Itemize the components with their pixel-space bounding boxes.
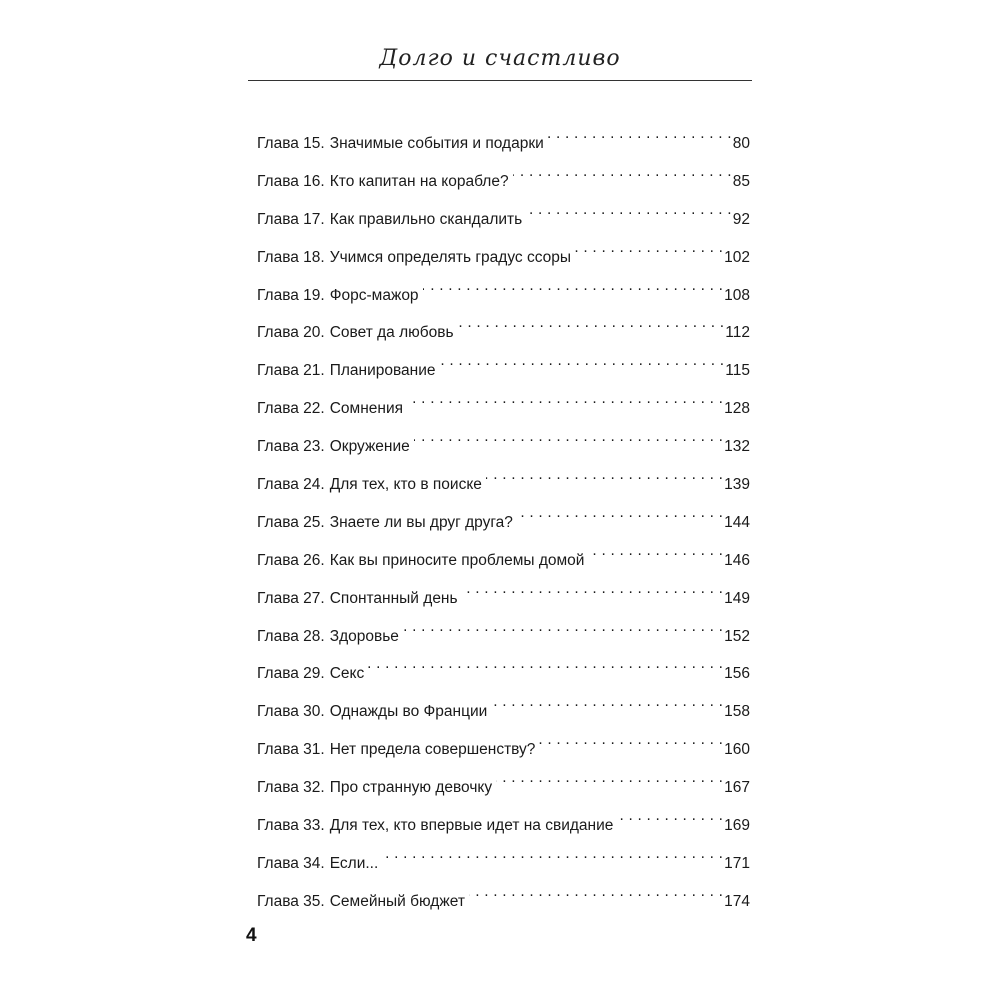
chapter-title: Сомнения — [329, 400, 403, 418]
dot-leader — [517, 499, 723, 527]
chapter-title: Для тех, кто впервые идет на свидание — [329, 817, 614, 835]
chapter-title: Спонтанный день — [329, 589, 458, 607]
toc-entry[interactable] — [257, 272, 750, 310]
chapter-label: Глава 24. — [257, 476, 325, 494]
chapter-label: Глава 32. — [257, 779, 325, 797]
page-number: 152 — [724, 627, 750, 645]
dot-leader — [526, 196, 732, 224]
toc-entry[interactable] — [257, 688, 750, 726]
page-number: 139 — [724, 476, 750, 494]
chapter-title: Секс — [329, 665, 365, 683]
dot-leader — [617, 802, 723, 830]
page-number: 85 — [732, 172, 750, 190]
chapter-title: Учимся определять градус ссоры — [329, 248, 572, 266]
dot-leader — [486, 461, 723, 489]
dot-leader — [548, 120, 732, 148]
dot-leader — [513, 158, 732, 186]
page-number: 156 — [724, 665, 750, 683]
chapter-label: Глава 28. — [257, 627, 325, 645]
dot-leader — [414, 423, 723, 451]
chapter-title: Если... — [329, 854, 379, 872]
page-number: 92 — [732, 210, 750, 228]
page-number: 169 — [724, 817, 750, 835]
chapter-label: Глава 33. — [257, 817, 325, 835]
dot-leader — [368, 650, 723, 678]
toc-entry[interactable] — [257, 840, 750, 878]
toc-entry[interactable] — [257, 423, 750, 461]
chapter-label: Глава 19. — [257, 286, 325, 304]
toc-entry[interactable] — [257, 234, 750, 272]
chapter-title: Как правильно скандалить — [329, 210, 523, 228]
page-number: 149 — [724, 589, 750, 607]
chapter-title: Однажды во Франции — [329, 703, 488, 721]
chapter-title: Форс-мажор — [329, 286, 419, 304]
toc-entry[interactable] — [257, 309, 750, 347]
dot-leader — [539, 726, 723, 754]
page-number: 102 — [724, 248, 750, 266]
chapter-label: Глава 22. — [257, 400, 325, 418]
chapter-title: Нет предела совершенству? — [329, 741, 536, 759]
dot-leader — [496, 764, 723, 792]
dot-leader — [575, 234, 723, 262]
dot-leader — [382, 840, 723, 868]
running-head: Долго и счастливо — [379, 46, 621, 71]
chapter-label: Глава 30. — [257, 703, 325, 721]
toc-entry[interactable] — [257, 196, 750, 234]
chapter-label: Глава 25. — [257, 513, 325, 531]
chapter-label: Глава 27. — [257, 589, 325, 607]
dot-leader — [588, 537, 723, 565]
dot-leader — [440, 347, 725, 375]
toc-entry[interactable] — [257, 499, 750, 537]
toc-entry[interactable] — [257, 461, 750, 499]
chapter-title: Знаете ли вы друг друга? — [329, 513, 513, 531]
dot-leader — [462, 575, 724, 603]
dot-leader — [423, 272, 724, 300]
dot-leader — [407, 385, 723, 413]
chapter-label: Глава 31. — [257, 741, 325, 759]
page-number: 171 — [724, 854, 750, 872]
chapter-title: Планирование — [329, 362, 436, 380]
chapter-label: Глава 26. — [257, 551, 325, 569]
toc-entry[interactable] — [257, 764, 750, 802]
chapter-title: Семейный бюджет — [329, 892, 465, 910]
toc-entry[interactable] — [257, 575, 750, 613]
chapter-label: Глава 16. — [257, 172, 325, 190]
page-folio: 4 — [246, 925, 257, 946]
page-number: 108 — [724, 286, 750, 304]
chapter-label: Глава 18. — [257, 248, 325, 266]
toc-entry[interactable] — [257, 878, 750, 916]
dot-leader — [491, 688, 723, 716]
toc-entry[interactable] — [257, 385, 750, 423]
chapter-label: Глава 23. — [257, 438, 325, 456]
chapter-title: Для тех, кто в поиске — [329, 476, 482, 494]
dot-leader — [403, 613, 723, 641]
toc-entry[interactable] — [257, 120, 750, 158]
toc-entry[interactable] — [257, 650, 750, 688]
chapter-label: Глава 29. — [257, 665, 325, 683]
chapter-label: Глава 21. — [257, 362, 325, 380]
chapter-title: Здоровье — [329, 627, 399, 645]
toc-entry[interactable] — [257, 347, 750, 385]
page-number: 112 — [725, 324, 750, 342]
chapter-title: Окружение — [329, 438, 410, 456]
page-number: 146 — [724, 551, 750, 569]
page-number: 160 — [724, 741, 750, 759]
chapter-title: Как вы приносите проблемы домой — [329, 551, 585, 569]
toc-entry[interactable] — [257, 802, 750, 840]
page-number: 158 — [724, 703, 750, 721]
toc-entry[interactable] — [257, 158, 750, 196]
page-number: 132 — [724, 438, 750, 456]
toc-entry[interactable] — [257, 613, 750, 651]
page-number: 167 — [724, 779, 750, 797]
chapter-label: Глава 35. — [257, 892, 325, 910]
header-rule — [248, 80, 752, 81]
table-of-contents — [257, 120, 750, 916]
page-number: 144 — [724, 513, 750, 531]
page-number: 174 — [724, 892, 750, 910]
chapter-title: Про странную девочку — [329, 779, 493, 797]
toc-entry[interactable] — [257, 537, 750, 575]
page-number: 115 — [725, 362, 750, 380]
page-number: 80 — [732, 135, 750, 152]
chapter-title: Совет да любовь — [329, 324, 454, 342]
chapter-label: Глава 17. — [257, 210, 325, 228]
chapter-title: Кто капитан на корабле? — [329, 172, 509, 190]
chapter-label: Глава 20. — [257, 324, 325, 342]
page-number: 128 — [724, 400, 750, 418]
dot-leader — [469, 878, 723, 906]
chapter-label: Глава 34. — [257, 854, 325, 872]
chapter-title: Значимые события и подарки — [329, 135, 544, 152]
dot-leader — [458, 309, 725, 337]
chapter-label: Глава 15. — [257, 135, 325, 152]
toc-entry[interactable] — [257, 726, 750, 764]
